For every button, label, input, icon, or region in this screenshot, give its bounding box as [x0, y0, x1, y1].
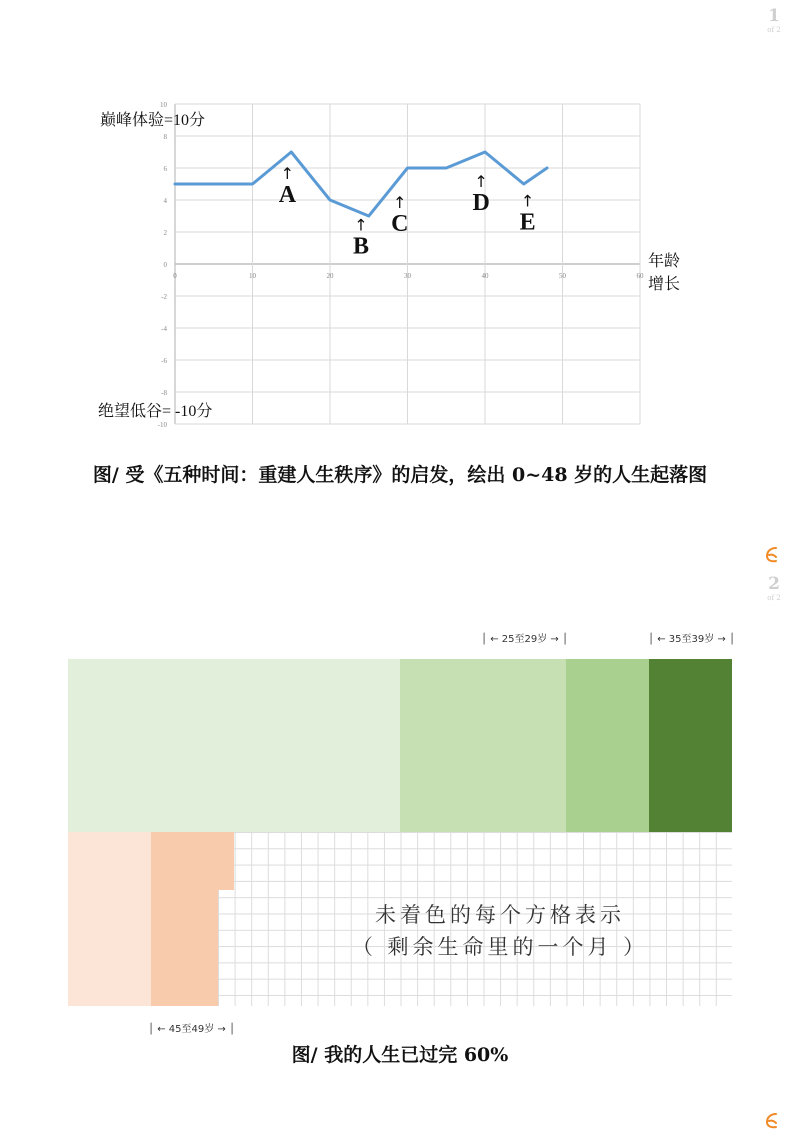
annotation-arrow: ↑: [280, 164, 295, 184]
x-label-line1: 年龄: [648, 253, 681, 270]
figure-caption-2: 图/ 我的人生已过完 60%: [291, 1044, 509, 1066]
annotation-label: E: [519, 209, 536, 236]
page-number: 1: [768, 6, 780, 26]
range-label-25-29: │ ← 25至29岁 → │: [481, 634, 568, 645]
leaf-icon: [764, 546, 780, 564]
y-tick-label: -6: [161, 357, 167, 365]
x-tick-label: 10: [249, 272, 256, 280]
grid-caption-line2: （ 剩余生命里的一个月 ）: [351, 935, 649, 959]
page-of: of 2: [767, 26, 781, 34]
y-tick-label: 4: [163, 197, 167, 205]
x-tick-label: 40: [481, 272, 489, 280]
age-block-35-39: [649, 659, 732, 832]
y-tick-label: 6: [163, 165, 167, 173]
age-block-0-24: [68, 659, 400, 832]
y-tick-label: -8: [161, 389, 167, 397]
y-tick-label: 8: [163, 133, 167, 141]
leaf-icon: [764, 1112, 780, 1130]
annotation-arrow: ↑: [393, 193, 407, 212]
page-marker-2: [760, 576, 788, 608]
x-tick-label: 20: [326, 272, 334, 280]
age-block-40-44: [68, 832, 151, 1006]
grid-caption-line1: 未着色的每个方格表示: [375, 903, 625, 927]
life-ups-downs-chart: [0, 0, 800, 450]
figure-caption-1: 图/ 受《五种时间：重建人生秩序》的启发，绘出 0~48 岁的人生起落图: [92, 464, 708, 486]
annotation-arrow: ↑: [474, 172, 488, 192]
y-tick-label: -4: [161, 325, 167, 333]
page-tiny: · · ·: [770, 603, 778, 608]
y-tick-label: -2: [161, 293, 167, 301]
page-number: 2: [768, 574, 780, 594]
annotation-label: A: [278, 182, 297, 209]
annotation-label: D: [472, 190, 490, 217]
range-label-35-39: │ ← 35至39岁 → │: [648, 634, 735, 645]
page-of: of 2: [767, 594, 781, 602]
age-block-25-29: [400, 659, 566, 832]
page-tiny: · · ·: [770, 35, 778, 40]
y-tick-label: 10: [160, 101, 167, 109]
y-bottom-label: 绝望低谷= -10分: [98, 403, 213, 420]
age-block-45-49: [151, 890, 218, 1006]
annotation-arrow: ↑: [354, 215, 368, 235]
y-tick-label: 0: [163, 261, 167, 269]
y-top-label: 巅峰体验=10分: [100, 112, 206, 129]
annotation-label: C: [391, 211, 409, 237]
x-tick-label: 30: [404, 272, 411, 280]
annotation-arrow: ↑: [520, 191, 535, 211]
x-label-line2: 增长: [648, 276, 681, 293]
annotation-label: B: [352, 233, 370, 260]
y-tick-label: 2: [163, 229, 167, 237]
age-block-30-34: [566, 659, 649, 832]
x-tick-label: 50: [559, 272, 566, 280]
range-label-45-49: │ ← 45至49岁 → │: [148, 1024, 235, 1035]
age-block-45-49-top: [151, 832, 234, 890]
x-tick-label: 0: [173, 272, 177, 280]
y-tick-label: -10: [157, 421, 167, 429]
x-tick-label: 60: [636, 272, 644, 280]
series-line: [175, 152, 547, 216]
